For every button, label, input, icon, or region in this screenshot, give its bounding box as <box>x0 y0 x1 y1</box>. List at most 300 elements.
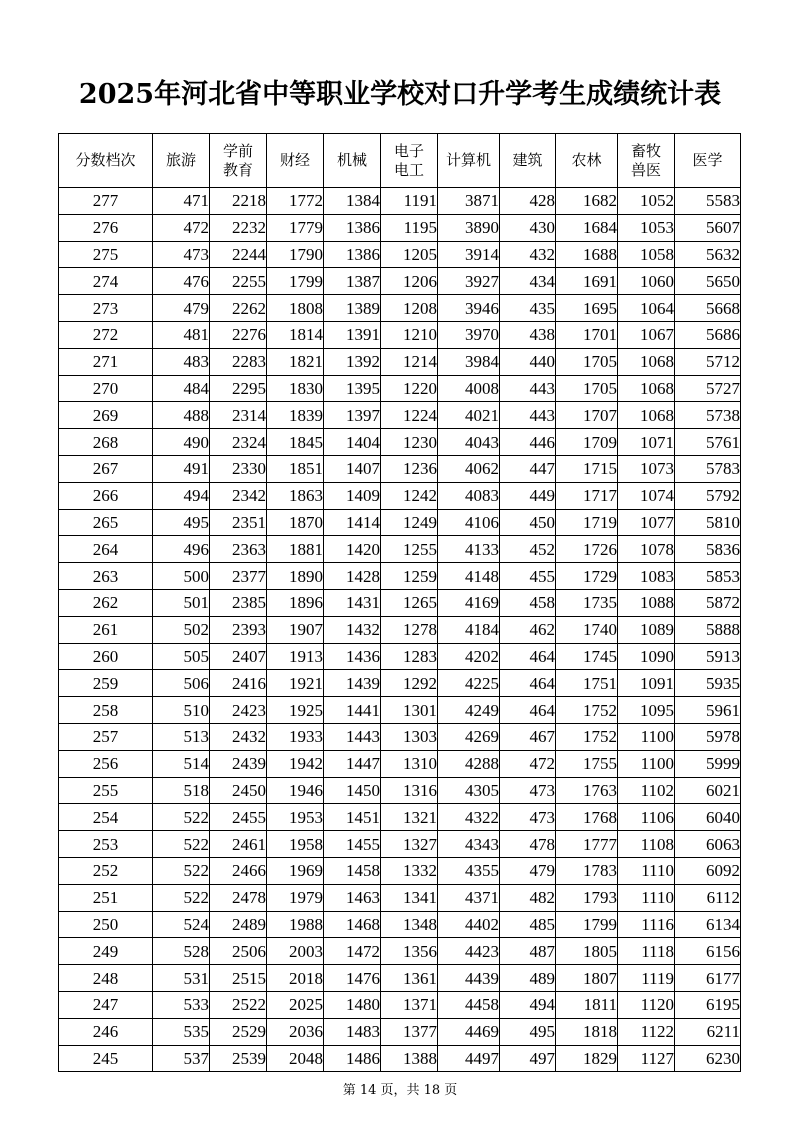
count-cell: 2489 <box>210 911 267 938</box>
count-cell: 1100 <box>618 750 675 777</box>
count-cell: 1946 <box>267 777 324 804</box>
count-cell: 2416 <box>210 670 267 697</box>
count-cell: 1278 <box>381 616 438 643</box>
count-cell: 1480 <box>324 991 381 1018</box>
count-cell: 485 <box>500 911 556 938</box>
count-cell: 497 <box>500 1045 556 1072</box>
count-cell: 1907 <box>267 616 324 643</box>
count-cell: 1110 <box>618 884 675 911</box>
count-cell: 2003 <box>267 938 324 965</box>
count-cell: 452 <box>500 536 556 563</box>
count-cell: 6156 <box>675 938 741 965</box>
count-cell: 1060 <box>618 268 675 295</box>
score-level-cell: 258 <box>59 697 153 724</box>
table-row <box>59 804 741 831</box>
count-cell: 1763 <box>556 777 618 804</box>
count-cell: 6092 <box>675 857 741 884</box>
count-cell: 1332 <box>381 857 438 884</box>
score-level-cell: 272 <box>59 321 153 348</box>
count-cell: 1705 <box>556 348 618 375</box>
count-cell: 1292 <box>381 670 438 697</box>
count-cell: 2539 <box>210 1045 267 1072</box>
count-cell: 4269 <box>438 723 500 750</box>
count-cell: 5668 <box>675 295 741 322</box>
count-cell: 1387 <box>324 268 381 295</box>
count-cell: 5999 <box>675 750 741 777</box>
count-cell: 1414 <box>324 509 381 536</box>
count-cell: 5712 <box>675 348 741 375</box>
column-header-computer: 计算机 <box>438 134 500 188</box>
count-cell: 2218 <box>210 188 267 215</box>
count-cell: 4169 <box>438 589 500 616</box>
column-header-electronics: 电子 电工 <box>381 134 438 188</box>
count-cell: 4202 <box>438 643 500 670</box>
count-cell: 1301 <box>381 697 438 724</box>
column-header-tourism: 旅游 <box>153 134 210 188</box>
count-cell: 494 <box>500 991 556 1018</box>
table-row <box>59 616 741 643</box>
count-cell: 1707 <box>556 402 618 429</box>
count-cell: 1310 <box>381 750 438 777</box>
count-cell: 1729 <box>556 563 618 590</box>
score-level-cell: 257 <box>59 723 153 750</box>
count-cell: 1242 <box>381 482 438 509</box>
score-level-cell: 266 <box>59 482 153 509</box>
count-cell: 4439 <box>438 965 500 992</box>
count-cell: 1303 <box>381 723 438 750</box>
count-cell: 435 <box>500 295 556 322</box>
count-cell: 3970 <box>438 321 500 348</box>
count-cell: 2351 <box>210 509 267 536</box>
count-cell: 1083 <box>618 563 675 590</box>
count-cell: 1397 <box>324 402 381 429</box>
count-cell: 5761 <box>675 429 741 456</box>
count-cell: 4371 <box>438 884 500 911</box>
count-cell: 472 <box>153 214 210 241</box>
count-cell: 4133 <box>438 536 500 563</box>
count-cell: 1236 <box>381 455 438 482</box>
page-title: 2025年河北省中等职业学校对口升学考生成绩统计表 <box>78 79 722 110</box>
count-cell: 1719 <box>556 509 618 536</box>
count-cell: 4106 <box>438 509 500 536</box>
count-cell: 535 <box>153 1018 210 1045</box>
count-cell: 1870 <box>267 509 324 536</box>
score-level-cell: 247 <box>59 991 153 1018</box>
count-cell: 1195 <box>381 214 438 241</box>
count-cell: 1388 <box>381 1045 438 1072</box>
count-cell: 2466 <box>210 857 267 884</box>
table-row <box>59 643 741 670</box>
count-cell: 1386 <box>324 214 381 241</box>
count-cell: 489 <box>500 965 556 992</box>
count-cell: 522 <box>153 831 210 858</box>
count-cell: 1265 <box>381 589 438 616</box>
count-cell: 2515 <box>210 965 267 992</box>
score-level-cell: 253 <box>59 831 153 858</box>
count-cell: 5913 <box>675 643 741 670</box>
count-cell: 6063 <box>675 831 741 858</box>
count-cell: 1805 <box>556 938 618 965</box>
count-cell: 2025 <box>267 991 324 1018</box>
count-cell: 1432 <box>324 616 381 643</box>
table-row <box>59 777 741 804</box>
table-row <box>59 697 741 724</box>
score-level-cell: 256 <box>59 750 153 777</box>
table-row <box>59 750 741 777</box>
score-level-cell: 250 <box>59 911 153 938</box>
score-level-cell: 268 <box>59 429 153 456</box>
count-cell: 446 <box>500 429 556 456</box>
score-level-cell: 271 <box>59 348 153 375</box>
table-row <box>59 482 741 509</box>
count-cell: 464 <box>500 697 556 724</box>
count-cell: 3871 <box>438 188 500 215</box>
count-cell: 5686 <box>675 321 741 348</box>
count-cell: 4148 <box>438 563 500 590</box>
count-cell: 2330 <box>210 455 267 482</box>
count-cell: 4043 <box>438 429 500 456</box>
count-cell: 501 <box>153 589 210 616</box>
count-cell: 1814 <box>267 321 324 348</box>
count-cell: 1439 <box>324 670 381 697</box>
count-cell: 1821 <box>267 348 324 375</box>
table-row <box>59 402 741 429</box>
count-cell: 1259 <box>381 563 438 590</box>
score-level-cell: 265 <box>59 509 153 536</box>
count-cell: 1420 <box>324 536 381 563</box>
count-cell: 1807 <box>556 965 618 992</box>
count-cell: 2314 <box>210 402 267 429</box>
count-cell: 1206 <box>381 268 438 295</box>
count-cell: 4184 <box>438 616 500 643</box>
count-cell: 1818 <box>556 1018 618 1045</box>
count-cell: 4423 <box>438 938 500 965</box>
count-cell: 5978 <box>675 723 741 750</box>
count-cell: 2244 <box>210 241 267 268</box>
count-cell: 533 <box>153 991 210 1018</box>
count-cell: 6177 <box>675 965 741 992</box>
count-cell: 6230 <box>675 1045 741 1072</box>
count-cell: 4062 <box>438 455 500 482</box>
count-cell: 1052 <box>618 188 675 215</box>
count-cell: 1441 <box>324 697 381 724</box>
count-cell: 5583 <box>675 188 741 215</box>
count-cell: 1208 <box>381 295 438 322</box>
count-cell: 1389 <box>324 295 381 322</box>
count-cell: 5935 <box>675 670 741 697</box>
count-cell: 524 <box>153 911 210 938</box>
count-cell: 1755 <box>556 750 618 777</box>
count-cell: 1688 <box>556 241 618 268</box>
count-cell: 1067 <box>618 321 675 348</box>
count-cell: 1090 <box>618 643 675 670</box>
score-level-cell: 263 <box>59 563 153 590</box>
count-cell: 1890 <box>267 563 324 590</box>
count-cell: 1404 <box>324 429 381 456</box>
count-cell: 1068 <box>618 402 675 429</box>
count-cell: 1371 <box>381 991 438 1018</box>
count-cell: 6195 <box>675 991 741 1018</box>
count-cell: 443 <box>500 402 556 429</box>
count-cell: 3914 <box>438 241 500 268</box>
count-cell: 518 <box>153 777 210 804</box>
count-cell: 1988 <box>267 911 324 938</box>
count-cell: 450 <box>500 509 556 536</box>
count-cell: 479 <box>153 295 210 322</box>
count-cell: 1695 <box>556 295 618 322</box>
count-cell: 1210 <box>381 321 438 348</box>
count-cell: 1921 <box>267 670 324 697</box>
count-cell: 3890 <box>438 214 500 241</box>
count-cell: 1863 <box>267 482 324 509</box>
count-cell: 500 <box>153 563 210 590</box>
count-cell: 2295 <box>210 375 267 402</box>
count-cell: 2393 <box>210 616 267 643</box>
count-cell: 1116 <box>618 911 675 938</box>
count-cell: 1468 <box>324 911 381 938</box>
count-cell: 2478 <box>210 884 267 911</box>
count-cell: 1925 <box>267 697 324 724</box>
score-level-cell: 245 <box>59 1045 153 1072</box>
count-cell: 6211 <box>675 1018 741 1045</box>
count-cell: 495 <box>500 1018 556 1045</box>
count-cell: 5783 <box>675 455 741 482</box>
count-cell: 1120 <box>618 991 675 1018</box>
count-cell: 488 <box>153 402 210 429</box>
count-cell: 3927 <box>438 268 500 295</box>
count-cell: 491 <box>153 455 210 482</box>
count-cell: 1829 <box>556 1045 618 1072</box>
score-level-cell: 261 <box>59 616 153 643</box>
count-cell: 1220 <box>381 375 438 402</box>
count-cell: 1205 <box>381 241 438 268</box>
count-cell: 1772 <box>267 188 324 215</box>
count-cell: 2432 <box>210 723 267 750</box>
count-cell: 432 <box>500 241 556 268</box>
score-level-cell: 267 <box>59 455 153 482</box>
count-cell: 5836 <box>675 536 741 563</box>
count-cell: 1463 <box>324 884 381 911</box>
count-cell: 5792 <box>675 482 741 509</box>
count-cell: 2506 <box>210 938 267 965</box>
count-cell: 1088 <box>618 589 675 616</box>
count-cell: 4343 <box>438 831 500 858</box>
count-cell: 2232 <box>210 214 267 241</box>
score-level-cell: 270 <box>59 375 153 402</box>
score-level-cell: 260 <box>59 643 153 670</box>
count-cell: 4305 <box>438 777 500 804</box>
count-cell: 1705 <box>556 375 618 402</box>
count-cell: 1799 <box>556 911 618 938</box>
count-cell: 1110 <box>618 857 675 884</box>
count-cell: 505 <box>153 643 210 670</box>
count-cell: 455 <box>500 563 556 590</box>
table-row <box>59 188 741 215</box>
count-cell: 1811 <box>556 991 618 1018</box>
table-row <box>59 241 741 268</box>
score-level-cell: 275 <box>59 241 153 268</box>
count-cell: 438 <box>500 321 556 348</box>
count-cell: 1845 <box>267 429 324 456</box>
count-cell: 484 <box>153 375 210 402</box>
count-cell: 1078 <box>618 536 675 563</box>
count-cell: 471 <box>153 188 210 215</box>
count-cell: 513 <box>153 723 210 750</box>
count-cell: 473 <box>500 804 556 831</box>
count-cell: 1386 <box>324 241 381 268</box>
count-cell: 2377 <box>210 563 267 590</box>
column-header-preschool-education: 学前 教育 <box>210 134 267 188</box>
count-cell: 1100 <box>618 723 675 750</box>
count-cell: 473 <box>500 777 556 804</box>
count-cell: 1428 <box>324 563 381 590</box>
count-cell: 6112 <box>675 884 741 911</box>
table-row <box>59 375 741 402</box>
count-cell: 1443 <box>324 723 381 750</box>
count-cell: 2385 <box>210 589 267 616</box>
count-cell: 464 <box>500 670 556 697</box>
count-cell: 5607 <box>675 214 741 241</box>
count-cell: 1752 <box>556 697 618 724</box>
count-cell: 1896 <box>267 589 324 616</box>
count-cell: 1191 <box>381 188 438 215</box>
count-cell: 1053 <box>618 214 675 241</box>
table-header-row <box>59 134 741 188</box>
count-cell: 2423 <box>210 697 267 724</box>
count-cell: 2455 <box>210 804 267 831</box>
count-cell: 1407 <box>324 455 381 482</box>
table-row <box>59 429 741 456</box>
score-level-cell: 254 <box>59 804 153 831</box>
count-cell: 2407 <box>210 643 267 670</box>
score-level-cell: 246 <box>59 1018 153 1045</box>
count-cell: 4008 <box>438 375 500 402</box>
count-cell: 1119 <box>618 965 675 992</box>
score-table <box>58 133 741 1072</box>
count-cell: 4355 <box>438 857 500 884</box>
score-level-cell: 273 <box>59 295 153 322</box>
count-cell: 1377 <box>381 1018 438 1045</box>
count-cell: 4225 <box>438 670 500 697</box>
table-row <box>59 509 741 536</box>
count-cell: 5853 <box>675 563 741 590</box>
count-cell: 2036 <box>267 1018 324 1045</box>
count-cell: 449 <box>500 482 556 509</box>
count-cell: 2342 <box>210 482 267 509</box>
count-cell: 5872 <box>675 589 741 616</box>
count-cell: 1391 <box>324 321 381 348</box>
table-row <box>59 831 741 858</box>
count-cell: 5961 <box>675 697 741 724</box>
count-cell: 464 <box>500 643 556 670</box>
count-cell: 2450 <box>210 777 267 804</box>
count-cell: 1321 <box>381 804 438 831</box>
count-cell: 1102 <box>618 777 675 804</box>
table-row <box>59 938 741 965</box>
count-cell: 1384 <box>324 188 381 215</box>
table-row <box>59 321 741 348</box>
score-level-cell: 262 <box>59 589 153 616</box>
count-cell: 3946 <box>438 295 500 322</box>
count-cell: 1682 <box>556 188 618 215</box>
count-cell: 2522 <box>210 991 267 1018</box>
count-cell: 4469 <box>438 1018 500 1045</box>
table-row <box>59 455 741 482</box>
table-row <box>59 1018 741 1045</box>
count-cell: 1361 <box>381 965 438 992</box>
count-cell: 2276 <box>210 321 267 348</box>
count-cell: 476 <box>153 268 210 295</box>
score-level-cell: 277 <box>59 188 153 215</box>
count-cell: 514 <box>153 750 210 777</box>
table-row <box>59 1045 741 1072</box>
count-cell: 462 <box>500 616 556 643</box>
count-cell: 1740 <box>556 616 618 643</box>
count-cell: 1316 <box>381 777 438 804</box>
count-cell: 1224 <box>381 402 438 429</box>
count-cell: 1255 <box>381 536 438 563</box>
count-cell: 481 <box>153 321 210 348</box>
count-cell: 4458 <box>438 991 500 1018</box>
count-cell: 487 <box>500 938 556 965</box>
count-cell: 1106 <box>618 804 675 831</box>
count-cell: 483 <box>153 348 210 375</box>
count-cell: 4083 <box>438 482 500 509</box>
count-cell: 2363 <box>210 536 267 563</box>
count-cell: 1701 <box>556 321 618 348</box>
count-cell: 4322 <box>438 804 500 831</box>
count-cell: 4288 <box>438 750 500 777</box>
count-cell: 458 <box>500 589 556 616</box>
count-cell: 1799 <box>267 268 324 295</box>
count-cell: 1486 <box>324 1045 381 1072</box>
count-cell: 1483 <box>324 1018 381 1045</box>
count-cell: 479 <box>500 857 556 884</box>
count-cell: 1953 <box>267 804 324 831</box>
count-cell: 4402 <box>438 911 500 938</box>
count-cell: 494 <box>153 482 210 509</box>
count-cell: 2461 <box>210 831 267 858</box>
count-cell: 1436 <box>324 643 381 670</box>
count-cell: 1790 <box>267 241 324 268</box>
count-cell: 1808 <box>267 295 324 322</box>
count-cell: 5650 <box>675 268 741 295</box>
table-row <box>59 214 741 241</box>
score-level-cell: 276 <box>59 214 153 241</box>
count-cell: 5810 <box>675 509 741 536</box>
count-cell: 1726 <box>556 536 618 563</box>
count-cell: 1717 <box>556 482 618 509</box>
count-cell: 1127 <box>618 1045 675 1072</box>
column-header-machinery: 机械 <box>324 134 381 188</box>
count-cell: 1095 <box>618 697 675 724</box>
count-cell: 1942 <box>267 750 324 777</box>
count-cell: 447 <box>500 455 556 482</box>
count-cell: 1793 <box>556 884 618 911</box>
count-cell: 428 <box>500 188 556 215</box>
count-cell: 1395 <box>324 375 381 402</box>
count-cell: 1327 <box>381 831 438 858</box>
count-cell: 443 <box>500 375 556 402</box>
count-cell: 2255 <box>210 268 267 295</box>
count-cell: 1691 <box>556 268 618 295</box>
table-row <box>59 563 741 590</box>
count-cell: 2262 <box>210 295 267 322</box>
count-cell: 1073 <box>618 455 675 482</box>
count-cell: 467 <box>500 723 556 750</box>
score-level-cell: 249 <box>59 938 153 965</box>
count-cell: 1979 <box>267 884 324 911</box>
